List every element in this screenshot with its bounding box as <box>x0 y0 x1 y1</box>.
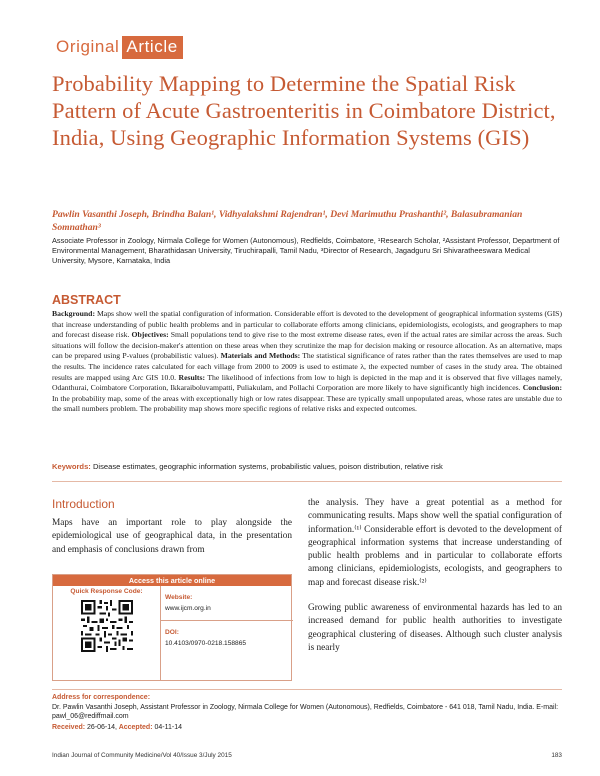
doi-label: DOI: <box>165 629 179 636</box>
page-footer <box>52 752 562 759</box>
doi-link[interactable]: 10.4103/0970-0218.158865 <box>165 640 247 647</box>
section-divider <box>52 481 562 482</box>
page-number: 183 <box>551 752 562 759</box>
conclusion-label: Conclusion: <box>522 383 563 393</box>
accepted-date: 04-11-14 <box>154 724 182 731</box>
methods-text: The statistical significance of rates rather than the rates themselves are used to map the results. The incidence rates calculated for each village from 2000 to 2009 is used to estimate λ, the expected number of cases in the study area. The obtained results are mapped using Arc GIS 10.0. <box>52 351 562 382</box>
objectives-label: Objectives: <box>131 330 169 340</box>
introduction-right-column <box>308 497 562 655</box>
background-label: Background: <box>52 309 96 318</box>
submission-dates <box>52 724 182 731</box>
keywords-label: Keywords: <box>52 462 91 471</box>
results-label: Results: <box>178 372 206 382</box>
introduction-heading: Introduction <box>52 497 115 511</box>
intro-paragraph-2: Growing public awareness of environmental hazards has led to an increased demand for public health authorities to investigate geographical clustering of diseases. Although such cluster analysis is nearly <box>308 603 562 653</box>
author-list: Pawlin Vasanthi Joseph, Brindha Balan¹, Vidhyalakshmi Rajendran¹, Devi Marimuthu Prashanthi², Balasubramanian Somnathan³ <box>52 209 523 233</box>
methods-label: Materials and Methods: <box>220 351 301 361</box>
received-label: Received: <box>52 724 86 731</box>
abstract-body <box>52 309 562 415</box>
journal-citation: Indian Journal of Community Medicine/Vol 40/Issue 3/July 2015 <box>52 752 232 759</box>
objectives-text: Small populations tend to give rise to the most extreme disease rates, even if the actual rates are similar across the areas. Such situations will follow the decision-maker's attention on these areas when they scrutinize the map for decision making or resource allocation. As an alternative, maps can be prepared using P-values (probabilistic values). <box>52 330 562 361</box>
badge-article: Article <box>122 36 182 59</box>
background-text: Maps show well the spatial configuration of information. Considerable effort is devoted to the development of geographical information systems (GIS) that increase understanding of public health problems and in particular to collaborate efforts among clinicians, epidemiologists, ecologists, and geographers to map and forecast disease risk. <box>52 309 563 340</box>
author-affiliations: Associate Professor in Zoology, Nirmala College for Women (Autonomous), Redfields, Coimbatore, ¹Research Scholar, ²Assistant Professor, Department of Environmental Management, Bharathidasan University, Tiruchirapalli, Tamil Nadu, ³Director of Research, Jagadguru Sri Shivaratheeswara Medical University, Mysore, Karnataka, India <box>52 236 560 266</box>
qr-column <box>53 586 161 680</box>
received-date: 26-06-14, <box>87 724 117 731</box>
website-link[interactable]: www.ijcm.org.in <box>165 605 211 612</box>
introduction-left-column: Maps have an important role to play alongside the epidemiological use of geographical data, in the presentation and emphasis of conclusions drawn from <box>52 518 292 555</box>
access-article-box <box>52 574 292 681</box>
access-info-column <box>165 586 289 647</box>
article-type-badge <box>52 36 183 59</box>
badge-original: Original <box>56 37 120 56</box>
access-box-heading: Access this article online <box>53 575 291 586</box>
correspondence-block <box>52 693 562 722</box>
keywords <box>52 462 562 471</box>
info-divider <box>161 620 293 621</box>
footer-divider <box>52 689 562 690</box>
qr-code-icon[interactable] <box>81 600 133 652</box>
abstract-heading: ABSTRACT <box>52 293 121 307</box>
website-label: Website: <box>165 594 193 601</box>
results-text: The likelihood of infections from low to high is depicted in the map and it is observed that five villages namely, Odanthurai, Coimbatore Corporation, Ikkaraiboluvampatti, Puliakulam, and Pollachi Corporation are more likely to have significantly high incidences. <box>52 372 562 393</box>
keywords-text: Disease estimates, geographic information systems, probabilistic values, poison distribution, relative risk <box>92 462 443 471</box>
correspondence-text: Dr. Pawlin Vasanthi Joseph, Assistant Professor in Zoology, Nirmala College for Women (Autonomous), Redfields, Coimbatore - 641 018, Tamil Nadu, India. E-mail: pawl_06@rediffmail.com <box>52 703 559 721</box>
conclusion-text: In the probability map, some of the areas with exceptionally high or low rates disappear. These are typically small unpopulated areas, whose rates are unstable due to the small numbers problem. The probability map shows more specific regions of relative risks and expected outcomes. <box>52 393 562 414</box>
qr-label: Quick Response Code: <box>70 588 143 595</box>
intro-paragraph-1: the analysis. They have a great potential as a method for communicating results. Maps show well the spatial configuration of information.⁽¹⁾ Considerable effort is devoted to the development of geographical information systems that increase understanding of public health problems and in particular to collaborate efforts among clinicians, epidemiologists, ecologists, and geographers to map and forecast disease risk.⁽²⁾ <box>308 498 562 588</box>
article-title: Probability Mapping to Determine the Spatial Risk Pattern of Acute Gastroenteritis in Coimbatore District, India, Using Geographic Information Systems (GIS) <box>52 71 556 150</box>
accepted-label: Accepted: <box>118 724 153 731</box>
correspondence-label: Address for correspondence: <box>52 694 151 701</box>
